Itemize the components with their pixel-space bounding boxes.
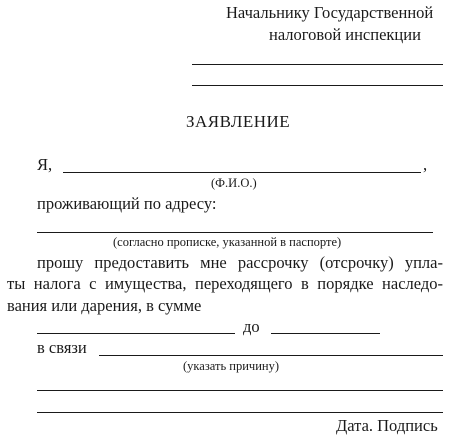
applicant-prefix: Я, bbox=[37, 155, 53, 174]
until-date-line[interactable] bbox=[271, 333, 380, 334]
amount-line[interactable] bbox=[37, 333, 235, 334]
until-label: до bbox=[243, 317, 260, 336]
address-caption: (согласно прописке, указанной в паспорте) bbox=[113, 235, 342, 249]
body-line-1: прошу предоставить мне рассрочку (отсрочку) упла- bbox=[37, 253, 443, 272]
address-label: проживающий по адресу: bbox=[37, 194, 217, 213]
addressee-line-1: Начальнику Государственной bbox=[226, 3, 434, 22]
applicant-suffix: , bbox=[423, 155, 428, 174]
reason-blank-line-1[interactable] bbox=[37, 390, 443, 391]
addressee-blank-line-1[interactable] bbox=[192, 64, 443, 65]
reason-line[interactable] bbox=[99, 355, 443, 356]
applicant-name-caption: (Ф.И.О.) bbox=[211, 176, 257, 190]
applicant-name-line[interactable] bbox=[63, 172, 421, 173]
reason-caption: (указать причину) bbox=[183, 359, 280, 373]
body-line-3: вания или дарения, в сумме bbox=[7, 296, 202, 315]
reason-blank-line-2[interactable] bbox=[37, 412, 443, 413]
date-signature-label: Дата. Подпись bbox=[336, 416, 438, 435]
addressee-blank-line-2[interactable] bbox=[192, 85, 443, 86]
address-line[interactable] bbox=[37, 232, 433, 233]
addressee-line-2: налоговой инспекции bbox=[269, 25, 421, 44]
reason-label: в связи bbox=[37, 338, 87, 357]
document-title: ЗАЯВЛЕНИЕ bbox=[186, 112, 291, 131]
body-line-2: ты налога с имущества, переходящего в порядке наследо- bbox=[7, 274, 443, 293]
